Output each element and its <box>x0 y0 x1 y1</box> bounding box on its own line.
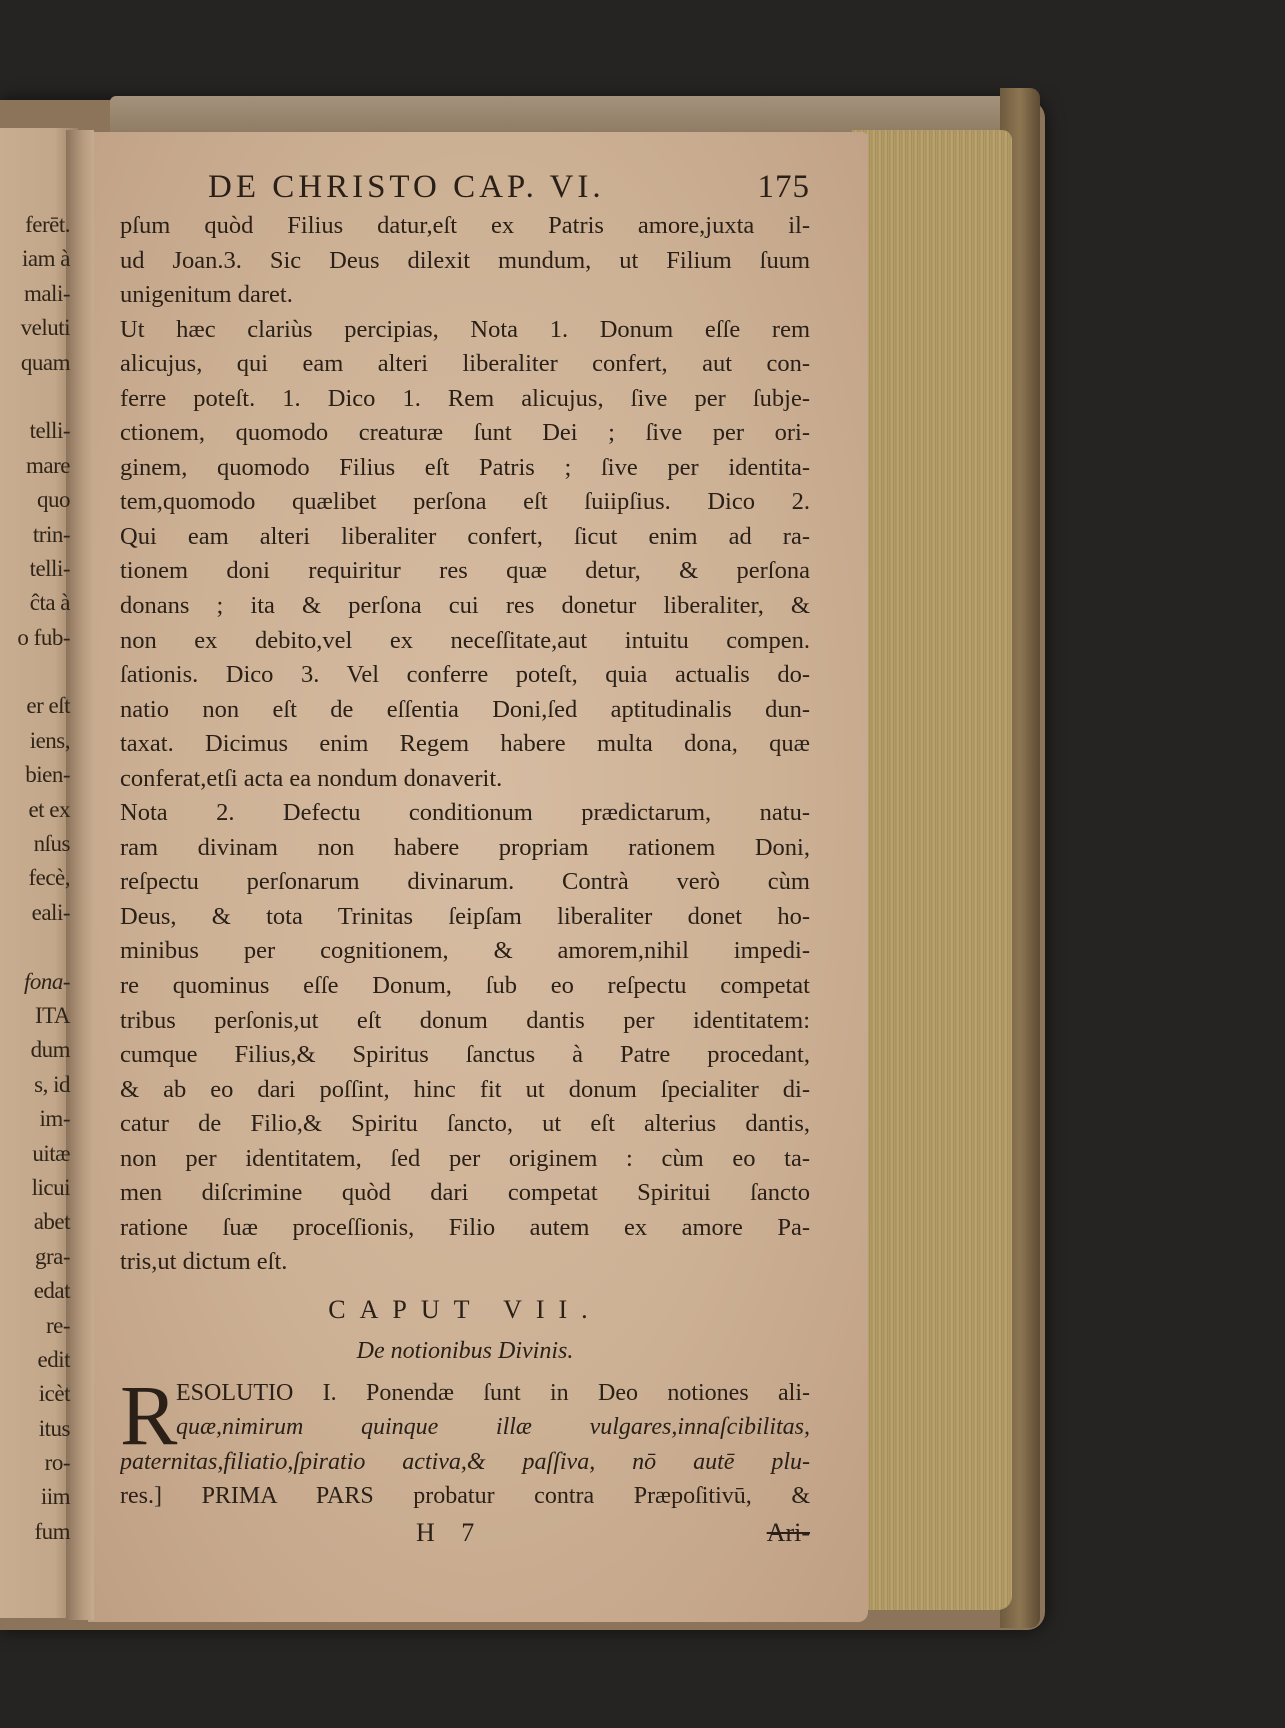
left-fragment: gra- <box>34 1243 70 1269</box>
text-line: re quominus eſſe Donum, ſub eo reſpectu competat <box>120 972 810 1000</box>
left-fragment: re- <box>45 1312 70 1338</box>
resolutio-line: res.] PRIMA PARS probatur contra Præpoſitivū, & <box>120 1483 810 1510</box>
text-line: Nota 2. Defectu conditionum prædictarum, natu- <box>120 799 810 827</box>
left-fragment: dum <box>30 1037 70 1063</box>
text-line: men diſcrimine quòd dari competat Spiritui ſancto <box>120 1179 810 1207</box>
text-line: minibus per cognitionem, & amorem,nihil impedi- <box>120 937 810 965</box>
text-line: donans ; ita & perſona cui res donetur liberaliter, & <box>120 592 810 620</box>
left-fragment: o fub- <box>17 624 70 650</box>
chapter-subtitle: De notionibus Divinis. <box>356 1337 574 1364</box>
resolutio-line: paternitas,filiatio,ſpiratio activa,& paſſiva, nō autē plu- <box>120 1448 810 1475</box>
left-fragment: icèt <box>38 1381 70 1407</box>
left-fragment: ĉta à <box>29 590 70 616</box>
running-head <box>120 165 810 209</box>
left-fragment: licui <box>31 1174 70 1200</box>
text-line: Ut hæc clariùs percipias, Nota 1. Donum eſſe rem <box>120 315 810 343</box>
text-line: & ab eo dari poſſint, hinc fit ut donum ſpecialiter di- <box>120 1075 810 1103</box>
text-line: ratione ſuæ proceſſionis, Filio autem ex amore Pa- <box>120 1213 810 1241</box>
left-fragment: uitæ <box>32 1140 70 1166</box>
left-fragment: iim <box>40 1484 70 1510</box>
left-fragment <box>0 930 70 964</box>
text-line: tris,ut dictum eſt. <box>120 1248 288 1276</box>
resolutio-line: ESOLUTIO I. Ponendæ ſunt in Deo notiones ali- <box>176 1379 810 1406</box>
left-fragment: itus <box>38 1415 70 1441</box>
text-line: tionem doni requiritur res quæ detur, & perſona <box>120 557 810 585</box>
text-line: tem,quomodo quælibet perſona eſt ſuiipſius. Dico 2. <box>120 488 810 516</box>
left-fragment: er eſt <box>26 693 70 719</box>
left-fragment: telli- <box>29 555 70 581</box>
left-fragment: fona- <box>23 968 70 994</box>
text-line: ram divinam non habere propriam rationem Doni, <box>120 833 810 861</box>
left-fragment: mare <box>26 452 70 478</box>
text-line: non ex debito,vel ex neceſſitate,aut intuitu compen. <box>120 626 810 654</box>
page-number: 175 <box>757 169 810 205</box>
left-fragment: s, id <box>34 1071 70 1097</box>
text-line: alicujus, qui eam alteri liberaliter confert, aut con- <box>120 350 810 378</box>
text-line: pſum quòd Filius datur,eſt ex Patris amore,juxta il- <box>120 212 810 239</box>
resolutio-line: quæ,nimirum quinque illæ vulgares,innaſcibilitas, <box>176 1414 810 1441</box>
resolutio-block <box>120 1366 810 1514</box>
left-fragment <box>0 655 70 689</box>
text-line: non per identitatem, ſed per originem : cùm eo ta- <box>120 1144 810 1172</box>
signature-mark: H 7 <box>416 1517 485 1547</box>
left-fragment: quam <box>20 349 70 375</box>
text-line: Qui eam alteri liberaliter confert, ſicut enim ad ra- <box>120 522 810 550</box>
text-line: ferre poteſt. 1. Dico 1. Rem alicujus, ſive per ſubje- <box>120 384 810 412</box>
left-fragment: abet <box>33 1209 70 1235</box>
text-line: ſationis. Dico 3. Vel conferre poteſt, quia actualis do- <box>120 661 810 689</box>
left-fragment: fum <box>34 1518 70 1544</box>
left-fragment: ITA <box>35 1002 70 1028</box>
text-line: tribus perſonis,ut eſt donum dantis per identitatem: <box>120 1006 810 1034</box>
left-fragment: nſus <box>33 831 70 857</box>
left-fragment: telli- <box>29 418 70 444</box>
chapter-heading: CAPUT VII. <box>328 1294 602 1324</box>
text-line: conferat,etſi acta ea nondum donaverit. <box>120 764 503 792</box>
text-line: ginem, quomodo Filius eſt Patris ; ſive per identita- <box>120 453 810 481</box>
left-fragment: bien- <box>25 762 70 788</box>
page-edges <box>852 130 1012 1610</box>
left-fragment: ro- <box>44 1450 70 1476</box>
left-fragment: quo <box>37 487 70 513</box>
left-fragment: mali- <box>23 280 70 306</box>
text-line: ud Joan.3. Sic Deus dilexit mundum, ut Filium ſuum <box>120 246 810 274</box>
left-fragment: et ex <box>28 796 70 822</box>
left-fragment: trin- <box>32 521 70 547</box>
body-text <box>120 209 810 1280</box>
drop-cap: R <box>120 1366 178 1463</box>
left-fragment <box>0 380 70 414</box>
left-fragment: edat <box>33 1278 70 1304</box>
text-line: taxat. Dicimus enim Regem habere multa dona, quæ <box>120 730 810 758</box>
text-line: unigenitum daret. <box>120 281 293 309</box>
right-page-content <box>120 165 810 1550</box>
left-fragment: iam à <box>22 246 70 272</box>
page-footer <box>120 1516 810 1550</box>
left-page-text-fragments <box>0 208 70 1549</box>
left-fragment: fecè, <box>28 865 70 891</box>
text-line: cumque Filius,& Spiritus ſanctus à Patre procedant, <box>120 1041 810 1069</box>
book-gutter <box>66 130 94 1620</box>
left-fragment: iens, <box>29 727 70 753</box>
left-fragment: im- <box>39 1106 70 1132</box>
left-fragment: edit <box>37 1346 70 1372</box>
text-line: reſpectu perſonarum divinarum. Contrà verò cùm <box>120 868 810 896</box>
text-line: catur de Filio,& Spiritu ſancto, ut eſt alterius dantis, <box>120 1110 810 1138</box>
running-title: DE CHRISTO CAP. VI. <box>208 169 605 205</box>
left-fragment: veluti <box>20 315 70 341</box>
left-fragment: eali- <box>31 899 70 925</box>
text-line: Deus, & tota Trinitas ſeipſam liberaliter donet ho- <box>120 902 810 930</box>
text-line: ctionem, quomodo creaturæ ſunt Dei ; ſive per ori- <box>120 419 810 447</box>
catchword: Ari- <box>766 1517 810 1547</box>
resolutio-text <box>120 1366 810 1514</box>
left-fragment: ferēt. <box>25 212 70 237</box>
text-line: natio non eſt de eſſentia Doni,ſed aptitudinalis dun- <box>120 695 810 723</box>
